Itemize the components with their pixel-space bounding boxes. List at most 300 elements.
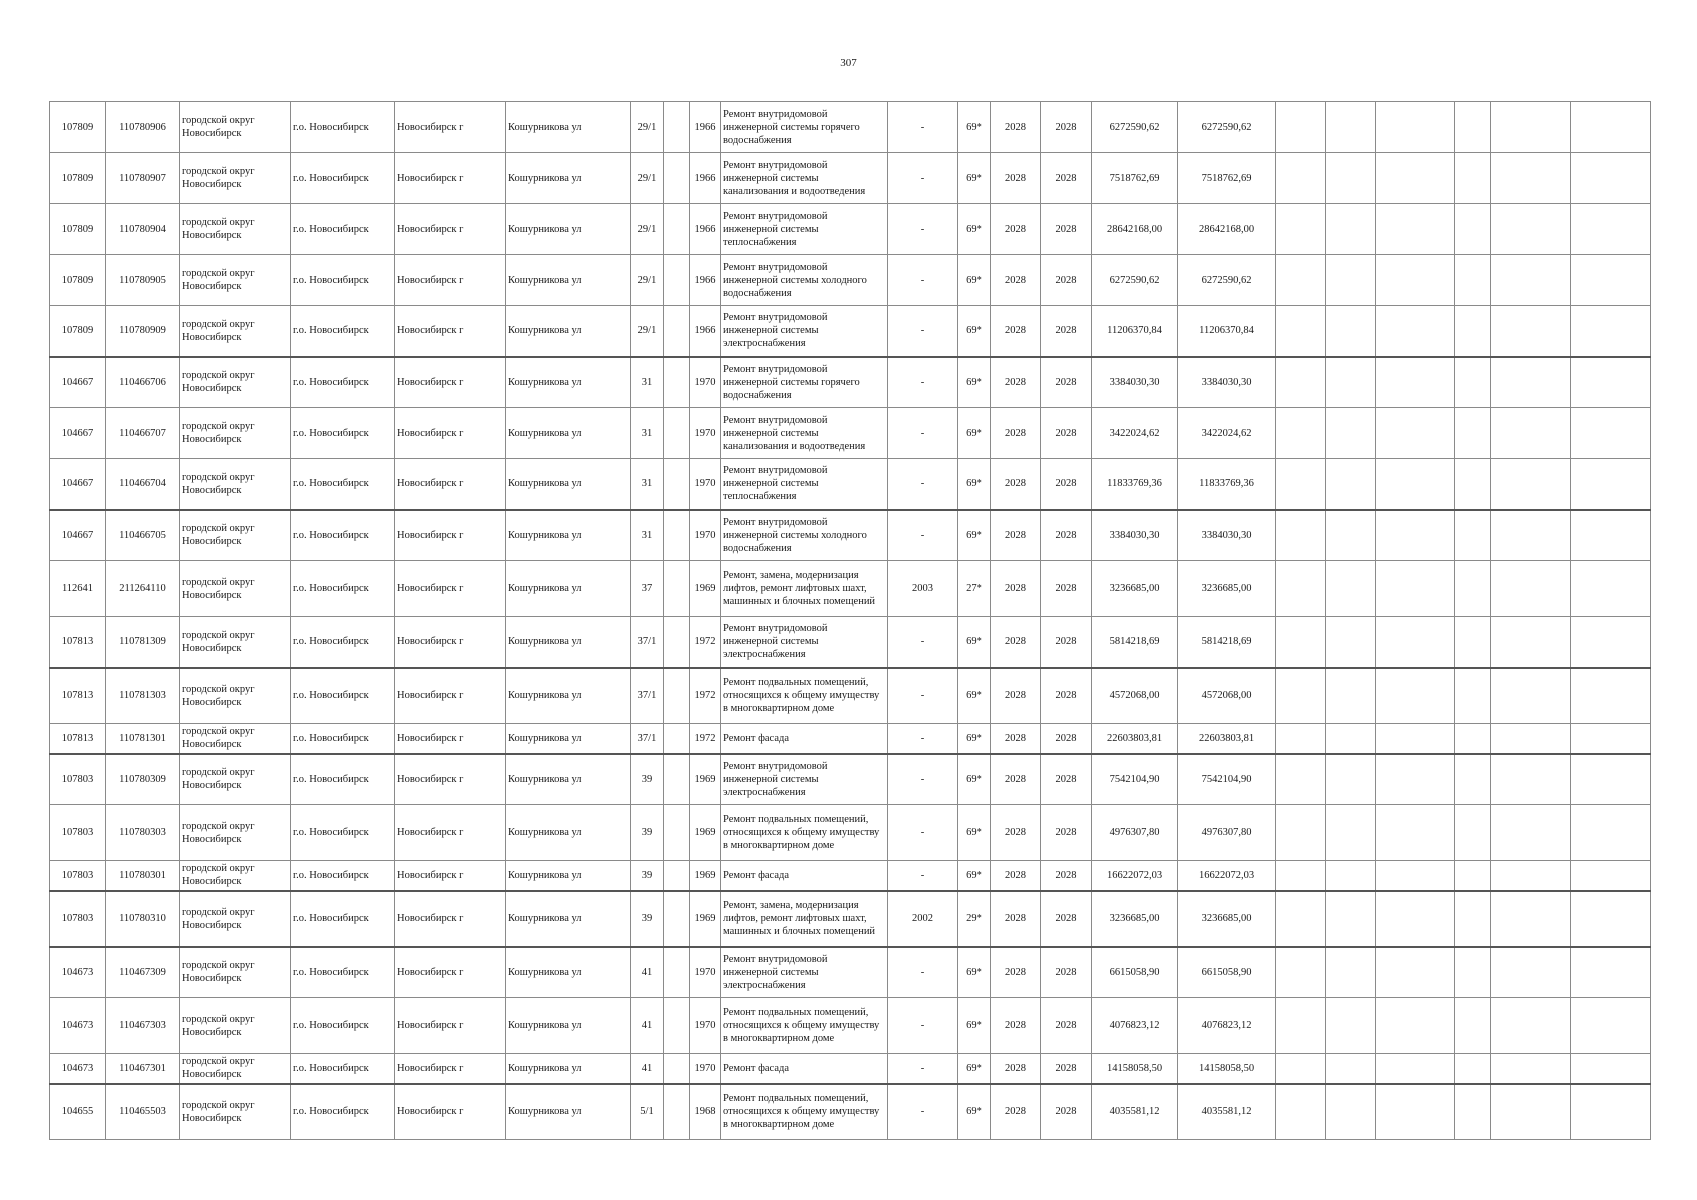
- row-street: Кошурникова ул: [506, 255, 631, 306]
- table-row: [50, 408, 1651, 459]
- row-empty-cell: [1455, 510, 1491, 561]
- row-empty-cell: [1455, 459, 1491, 510]
- row-cost-total: 28642168,00: [1178, 204, 1276, 255]
- row-code: 110780907: [106, 153, 180, 204]
- row-year: 1966: [690, 255, 721, 306]
- row-work: Ремонт фасада: [721, 861, 888, 891]
- row-blank: [664, 861, 690, 891]
- row-blank: [664, 204, 690, 255]
- row-empty-cell: [1326, 306, 1376, 357]
- row-id: 107813: [50, 617, 106, 668]
- row-empty-cell: [1276, 1084, 1326, 1140]
- row-municipality: г.о. Новосибирск: [291, 255, 395, 306]
- row-plan-start: 2028: [991, 1084, 1041, 1140]
- row-city: Новосибирск г: [395, 1054, 506, 1084]
- row-empty-cell: [1326, 891, 1376, 947]
- row-wear: 69*: [958, 724, 991, 754]
- row-cost-total: 11833769,36: [1178, 459, 1276, 510]
- table-row: [50, 1084, 1651, 1140]
- row-city: Новосибирск г: [395, 861, 506, 891]
- row-cost: 4035581,12: [1092, 1084, 1178, 1140]
- row-empty-cell: [1326, 204, 1376, 255]
- row-lift-year: -: [888, 153, 958, 204]
- row-cost: 3384030,30: [1092, 357, 1178, 408]
- row-plan-end: 2028: [1041, 204, 1092, 255]
- row-street: Кошурникова ул: [506, 153, 631, 204]
- row-year: 1970: [690, 998, 721, 1054]
- row-empty-cell: [1326, 861, 1376, 891]
- row-plan-end: 2028: [1041, 947, 1092, 998]
- row-work: Ремонт подвальных помещений, относящихся к общему имуществу в многоквартирном доме: [721, 805, 888, 861]
- row-empty-cell: [1376, 102, 1455, 153]
- row-cost: 6615058,90: [1092, 947, 1178, 998]
- row-house: 29/1: [631, 306, 664, 357]
- table-row: [50, 306, 1651, 357]
- row-lift-year: -: [888, 668, 958, 724]
- row-empty-cell: [1571, 754, 1651, 805]
- row-empty-cell: [1455, 306, 1491, 357]
- row-year: 1970: [690, 510, 721, 561]
- row-district: городской округ Новосибирск: [180, 891, 291, 947]
- row-wear: 69*: [958, 861, 991, 891]
- row-street: Кошурникова ул: [506, 1084, 631, 1140]
- row-empty-cell: [1376, 617, 1455, 668]
- row-cost: 22603803,81: [1092, 724, 1178, 754]
- row-cost: 4076823,12: [1092, 998, 1178, 1054]
- row-blank: [664, 153, 690, 204]
- row-plan-start: 2028: [991, 357, 1041, 408]
- row-empty-cell: [1376, 408, 1455, 459]
- table-row: [50, 153, 1651, 204]
- row-cost-total: 4572068,00: [1178, 668, 1276, 724]
- row-city: Новосибирск г: [395, 1084, 506, 1140]
- row-empty-cell: [1276, 561, 1326, 617]
- row-empty-cell: [1276, 805, 1326, 861]
- row-empty-cell: [1491, 998, 1571, 1054]
- row-cost-total: 16622072,03: [1178, 861, 1276, 891]
- table-row: [50, 102, 1651, 153]
- row-empty-cell: [1276, 204, 1326, 255]
- row-municipality: г.о. Новосибирск: [291, 153, 395, 204]
- table-row: [50, 724, 1651, 754]
- row-street: Кошурникова ул: [506, 306, 631, 357]
- row-empty-cell: [1376, 668, 1455, 724]
- row-plan-end: 2028: [1041, 408, 1092, 459]
- row-empty-cell: [1276, 754, 1326, 805]
- row-empty-cell: [1376, 561, 1455, 617]
- row-year: 1969: [690, 861, 721, 891]
- row-code: 110466705: [106, 510, 180, 561]
- row-municipality: г.о. Новосибирск: [291, 861, 395, 891]
- row-empty-cell: [1455, 861, 1491, 891]
- row-empty-cell: [1326, 102, 1376, 153]
- row-municipality: г.о. Новосибирск: [291, 1084, 395, 1140]
- row-empty-cell: [1326, 459, 1376, 510]
- row-empty-cell: [1455, 204, 1491, 255]
- row-empty-cell: [1276, 724, 1326, 754]
- row-empty-cell: [1491, 724, 1571, 754]
- row-plan-end: 2028: [1041, 306, 1092, 357]
- row-street: Кошурникова ул: [506, 561, 631, 617]
- row-plan-end: 2028: [1041, 1084, 1092, 1140]
- row-cost-total: 4076823,12: [1178, 998, 1276, 1054]
- row-cost: 5814218,69: [1092, 617, 1178, 668]
- row-cost-total: 6615058,90: [1178, 947, 1276, 998]
- row-plan-start: 2028: [991, 510, 1041, 561]
- row-cost: 16622072,03: [1092, 861, 1178, 891]
- row-lift-year: -: [888, 947, 958, 998]
- row-plan-start: 2028: [991, 754, 1041, 805]
- row-id: 107813: [50, 724, 106, 754]
- row-wear: 69*: [958, 459, 991, 510]
- row-lift-year: -: [888, 754, 958, 805]
- row-district: городской округ Новосибирск: [180, 861, 291, 891]
- table-row: [50, 255, 1651, 306]
- row-work: Ремонт фасада: [721, 724, 888, 754]
- row-empty-cell: [1376, 1084, 1455, 1140]
- row-cost-total: 7542104,90: [1178, 754, 1276, 805]
- row-empty-cell: [1276, 510, 1326, 561]
- row-plan-start: 2028: [991, 998, 1041, 1054]
- row-lift-year: -: [888, 255, 958, 306]
- row-empty-cell: [1455, 102, 1491, 153]
- row-street: Кошурникова ул: [506, 947, 631, 998]
- row-lift-year: -: [888, 617, 958, 668]
- row-district: городской округ Новосибирск: [180, 102, 291, 153]
- row-street: Кошурникова ул: [506, 204, 631, 255]
- row-plan-start: 2028: [991, 724, 1041, 754]
- row-empty-cell: [1376, 510, 1455, 561]
- row-plan-start: 2028: [991, 459, 1041, 510]
- row-plan-end: 2028: [1041, 724, 1092, 754]
- row-house: 39: [631, 754, 664, 805]
- row-lift-year: -: [888, 306, 958, 357]
- row-lift-year: 2003: [888, 561, 958, 617]
- row-district: городской округ Новосибирск: [180, 306, 291, 357]
- row-year: 1966: [690, 204, 721, 255]
- row-id: 107803: [50, 891, 106, 947]
- row-district: городской округ Новосибирск: [180, 357, 291, 408]
- row-code: 110780303: [106, 805, 180, 861]
- row-empty-cell: [1455, 617, 1491, 668]
- row-id: 107809: [50, 204, 106, 255]
- row-house: 37: [631, 561, 664, 617]
- row-empty-cell: [1571, 306, 1651, 357]
- row-district: городской округ Новосибирск: [180, 408, 291, 459]
- row-cost-total: 3422024,62: [1178, 408, 1276, 459]
- row-cost-total: 6272590,62: [1178, 255, 1276, 306]
- row-municipality: г.о. Новосибирск: [291, 306, 395, 357]
- row-code: 110780906: [106, 102, 180, 153]
- row-city: Новосибирск г: [395, 102, 506, 153]
- row-year: 1970: [690, 459, 721, 510]
- row-cost: 4976307,80: [1092, 805, 1178, 861]
- row-empty-cell: [1376, 204, 1455, 255]
- row-blank: [664, 510, 690, 561]
- row-plan-start: 2028: [991, 306, 1041, 357]
- row-plan-end: 2028: [1041, 459, 1092, 510]
- row-plan-end: 2028: [1041, 668, 1092, 724]
- row-house: 37/1: [631, 668, 664, 724]
- row-empty-cell: [1491, 861, 1571, 891]
- row-year: 1969: [690, 805, 721, 861]
- row-id: 107803: [50, 861, 106, 891]
- row-code: 110780309: [106, 754, 180, 805]
- row-year: 1969: [690, 561, 721, 617]
- row-year: 1972: [690, 724, 721, 754]
- row-wear: 69*: [958, 408, 991, 459]
- row-empty-cell: [1326, 1054, 1376, 1084]
- row-street: Кошурникова ул: [506, 861, 631, 891]
- row-blank: [664, 306, 690, 357]
- row-empty-cell: [1491, 754, 1571, 805]
- row-id: 104673: [50, 998, 106, 1054]
- row-street: Кошурникова ул: [506, 1054, 631, 1084]
- row-cost: 6272590,62: [1092, 255, 1178, 306]
- row-empty-cell: [1455, 947, 1491, 998]
- row-city: Новосибирск г: [395, 306, 506, 357]
- row-cost-total: 6272590,62: [1178, 102, 1276, 153]
- row-empty-cell: [1276, 306, 1326, 357]
- row-empty-cell: [1491, 617, 1571, 668]
- row-id: 104673: [50, 1054, 106, 1084]
- row-id: 107803: [50, 805, 106, 861]
- row-empty-cell: [1376, 754, 1455, 805]
- row-work: Ремонт внутридомовой инженерной системы холодного водоснабжения: [721, 255, 888, 306]
- row-blank: [664, 408, 690, 459]
- row-empty-cell: [1455, 724, 1491, 754]
- row-street: Кошурникова ул: [506, 998, 631, 1054]
- row-municipality: г.о. Новосибирск: [291, 102, 395, 153]
- row-year: 1970: [690, 1054, 721, 1084]
- table-row: [50, 1054, 1651, 1084]
- row-house: 29/1: [631, 204, 664, 255]
- row-year: 1972: [690, 617, 721, 668]
- row-plan-start: 2028: [991, 617, 1041, 668]
- row-id: 107803: [50, 754, 106, 805]
- row-municipality: г.о. Новосибирск: [291, 561, 395, 617]
- row-wear: 69*: [958, 754, 991, 805]
- row-empty-cell: [1455, 668, 1491, 724]
- row-empty-cell: [1376, 255, 1455, 306]
- row-work: Ремонт внутридомовой инженерной системы электроснабжения: [721, 306, 888, 357]
- row-empty-cell: [1455, 754, 1491, 805]
- row-blank: [664, 998, 690, 1054]
- row-lift-year: -: [888, 998, 958, 1054]
- row-plan-start: 2028: [991, 204, 1041, 255]
- row-city: Новосибирск г: [395, 724, 506, 754]
- row-city: Новосибирск г: [395, 998, 506, 1054]
- row-street: Кошурникова ул: [506, 510, 631, 561]
- row-district: городской округ Новосибирск: [180, 153, 291, 204]
- row-city: Новосибирск г: [395, 153, 506, 204]
- row-blank: [664, 357, 690, 408]
- row-wear: 69*: [958, 1084, 991, 1140]
- table-row: [50, 510, 1651, 561]
- row-wear: 69*: [958, 998, 991, 1054]
- row-empty-cell: [1276, 668, 1326, 724]
- row-year: 1966: [690, 153, 721, 204]
- row-work: Ремонт подвальных помещений, относящихся к общему имуществу в многоквартирном доме: [721, 668, 888, 724]
- row-plan-start: 2028: [991, 947, 1041, 998]
- row-empty-cell: [1491, 510, 1571, 561]
- row-empty-cell: [1276, 617, 1326, 668]
- row-district: городской округ Новосибирск: [180, 724, 291, 754]
- row-empty-cell: [1571, 153, 1651, 204]
- row-lift-year: -: [888, 357, 958, 408]
- table-row: [50, 805, 1651, 861]
- row-year: 1966: [690, 306, 721, 357]
- row-cost-total: 5814218,69: [1178, 617, 1276, 668]
- row-district: городской округ Новосибирск: [180, 561, 291, 617]
- table-row: [50, 561, 1651, 617]
- row-cost: 14158058,50: [1092, 1054, 1178, 1084]
- row-house: 37/1: [631, 724, 664, 754]
- row-work: Ремонт внутридомовой инженерной системы электроснабжения: [721, 754, 888, 805]
- row-plan-end: 2028: [1041, 805, 1092, 861]
- row-district: городской округ Новосибирск: [180, 668, 291, 724]
- row-year: 1969: [690, 891, 721, 947]
- row-district: городской округ Новосибирск: [180, 998, 291, 1054]
- row-wear: 69*: [958, 947, 991, 998]
- row-empty-cell: [1376, 153, 1455, 204]
- row-empty-cell: [1276, 1054, 1326, 1084]
- row-empty-cell: [1455, 153, 1491, 204]
- row-cost: 4572068,00: [1092, 668, 1178, 724]
- row-municipality: г.о. Новосибирск: [291, 668, 395, 724]
- row-empty-cell: [1455, 1084, 1491, 1140]
- row-empty-cell: [1376, 459, 1455, 510]
- row-wear: 69*: [958, 306, 991, 357]
- row-year: 1970: [690, 947, 721, 998]
- row-cost: 6272590,62: [1092, 102, 1178, 153]
- row-blank: [664, 724, 690, 754]
- row-municipality: г.о. Новосибирск: [291, 724, 395, 754]
- row-cost: 3236685,00: [1092, 891, 1178, 947]
- row-empty-cell: [1571, 1054, 1651, 1084]
- row-wear: 69*: [958, 357, 991, 408]
- row-lift-year: -: [888, 204, 958, 255]
- row-street: Кошурникова ул: [506, 754, 631, 805]
- row-plan-end: 2028: [1041, 617, 1092, 668]
- row-empty-cell: [1376, 357, 1455, 408]
- row-empty-cell: [1571, 617, 1651, 668]
- row-municipality: г.о. Новосибирск: [291, 754, 395, 805]
- row-empty-cell: [1491, 561, 1571, 617]
- row-id: 107813: [50, 668, 106, 724]
- row-empty-cell: [1326, 724, 1376, 754]
- row-city: Новосибирск г: [395, 668, 506, 724]
- row-empty-cell: [1326, 561, 1376, 617]
- row-municipality: г.о. Новосибирск: [291, 805, 395, 861]
- row-empty-cell: [1276, 153, 1326, 204]
- row-wear: 29*: [958, 891, 991, 947]
- row-plan-end: 2028: [1041, 510, 1092, 561]
- row-empty-cell: [1276, 408, 1326, 459]
- table-row: [50, 891, 1651, 947]
- row-year: 1970: [690, 408, 721, 459]
- row-code: 110780301: [106, 861, 180, 891]
- row-empty-cell: [1571, 459, 1651, 510]
- row-empty-cell: [1571, 357, 1651, 408]
- row-empty-cell: [1326, 998, 1376, 1054]
- row-empty-cell: [1571, 561, 1651, 617]
- row-empty-cell: [1326, 357, 1376, 408]
- row-cost-total: 7518762,69: [1178, 153, 1276, 204]
- row-blank: [664, 1084, 690, 1140]
- row-id: 107809: [50, 306, 106, 357]
- row-work: Ремонт, замена, модернизация лифтов, ремонт лифтовых шахт, машинных и блочных помещений: [721, 891, 888, 947]
- row-cost-total: 3236685,00: [1178, 891, 1276, 947]
- row-empty-cell: [1491, 204, 1571, 255]
- row-empty-cell: [1571, 724, 1651, 754]
- row-house: 41: [631, 998, 664, 1054]
- row-empty-cell: [1376, 805, 1455, 861]
- row-city: Новосибирск г: [395, 204, 506, 255]
- row-plan-end: 2028: [1041, 357, 1092, 408]
- row-empty-cell: [1455, 998, 1491, 1054]
- row-empty-cell: [1571, 805, 1651, 861]
- row-wear: 69*: [958, 668, 991, 724]
- row-id: 104667: [50, 459, 106, 510]
- row-empty-cell: [1491, 668, 1571, 724]
- row-empty-cell: [1571, 510, 1651, 561]
- row-code: 110467309: [106, 947, 180, 998]
- row-empty-cell: [1376, 891, 1455, 947]
- table-row: [50, 998, 1651, 1054]
- row-plan-end: 2028: [1041, 102, 1092, 153]
- row-code: 110781309: [106, 617, 180, 668]
- row-blank: [664, 754, 690, 805]
- row-empty-cell: [1491, 805, 1571, 861]
- row-street: Кошурникова ул: [506, 357, 631, 408]
- row-empty-cell: [1491, 408, 1571, 459]
- row-cost: 28642168,00: [1092, 204, 1178, 255]
- row-wear: 69*: [958, 805, 991, 861]
- row-wear: 69*: [958, 510, 991, 561]
- row-house: 39: [631, 805, 664, 861]
- row-house: 41: [631, 1054, 664, 1084]
- row-work: Ремонт внутридомовой инженерной системы холодного водоснабжения: [721, 510, 888, 561]
- row-house: 5/1: [631, 1084, 664, 1140]
- row-code: 110780904: [106, 204, 180, 255]
- row-cost: 11833769,36: [1092, 459, 1178, 510]
- row-wear: 69*: [958, 204, 991, 255]
- row-lift-year: -: [888, 408, 958, 459]
- row-cost: 3236685,00: [1092, 561, 1178, 617]
- row-plan-start: 2028: [991, 255, 1041, 306]
- row-city: Новосибирск г: [395, 459, 506, 510]
- row-empty-cell: [1276, 891, 1326, 947]
- row-empty-cell: [1276, 459, 1326, 510]
- row-house: 31: [631, 459, 664, 510]
- row-municipality: г.о. Новосибирск: [291, 891, 395, 947]
- row-empty-cell: [1571, 204, 1651, 255]
- row-lift-year: -: [888, 861, 958, 891]
- row-wear: 27*: [958, 561, 991, 617]
- row-municipality: г.о. Новосибирск: [291, 357, 395, 408]
- row-district: городской округ Новосибирск: [180, 510, 291, 561]
- row-id: 104667: [50, 357, 106, 408]
- row-plan-start: 2028: [991, 153, 1041, 204]
- row-city: Новосибирск г: [395, 754, 506, 805]
- row-street: Кошурникова ул: [506, 459, 631, 510]
- row-district: городской округ Новосибирск: [180, 255, 291, 306]
- row-lift-year: -: [888, 1054, 958, 1084]
- row-empty-cell: [1326, 408, 1376, 459]
- row-empty-cell: [1376, 861, 1455, 891]
- row-wear: 69*: [958, 1054, 991, 1084]
